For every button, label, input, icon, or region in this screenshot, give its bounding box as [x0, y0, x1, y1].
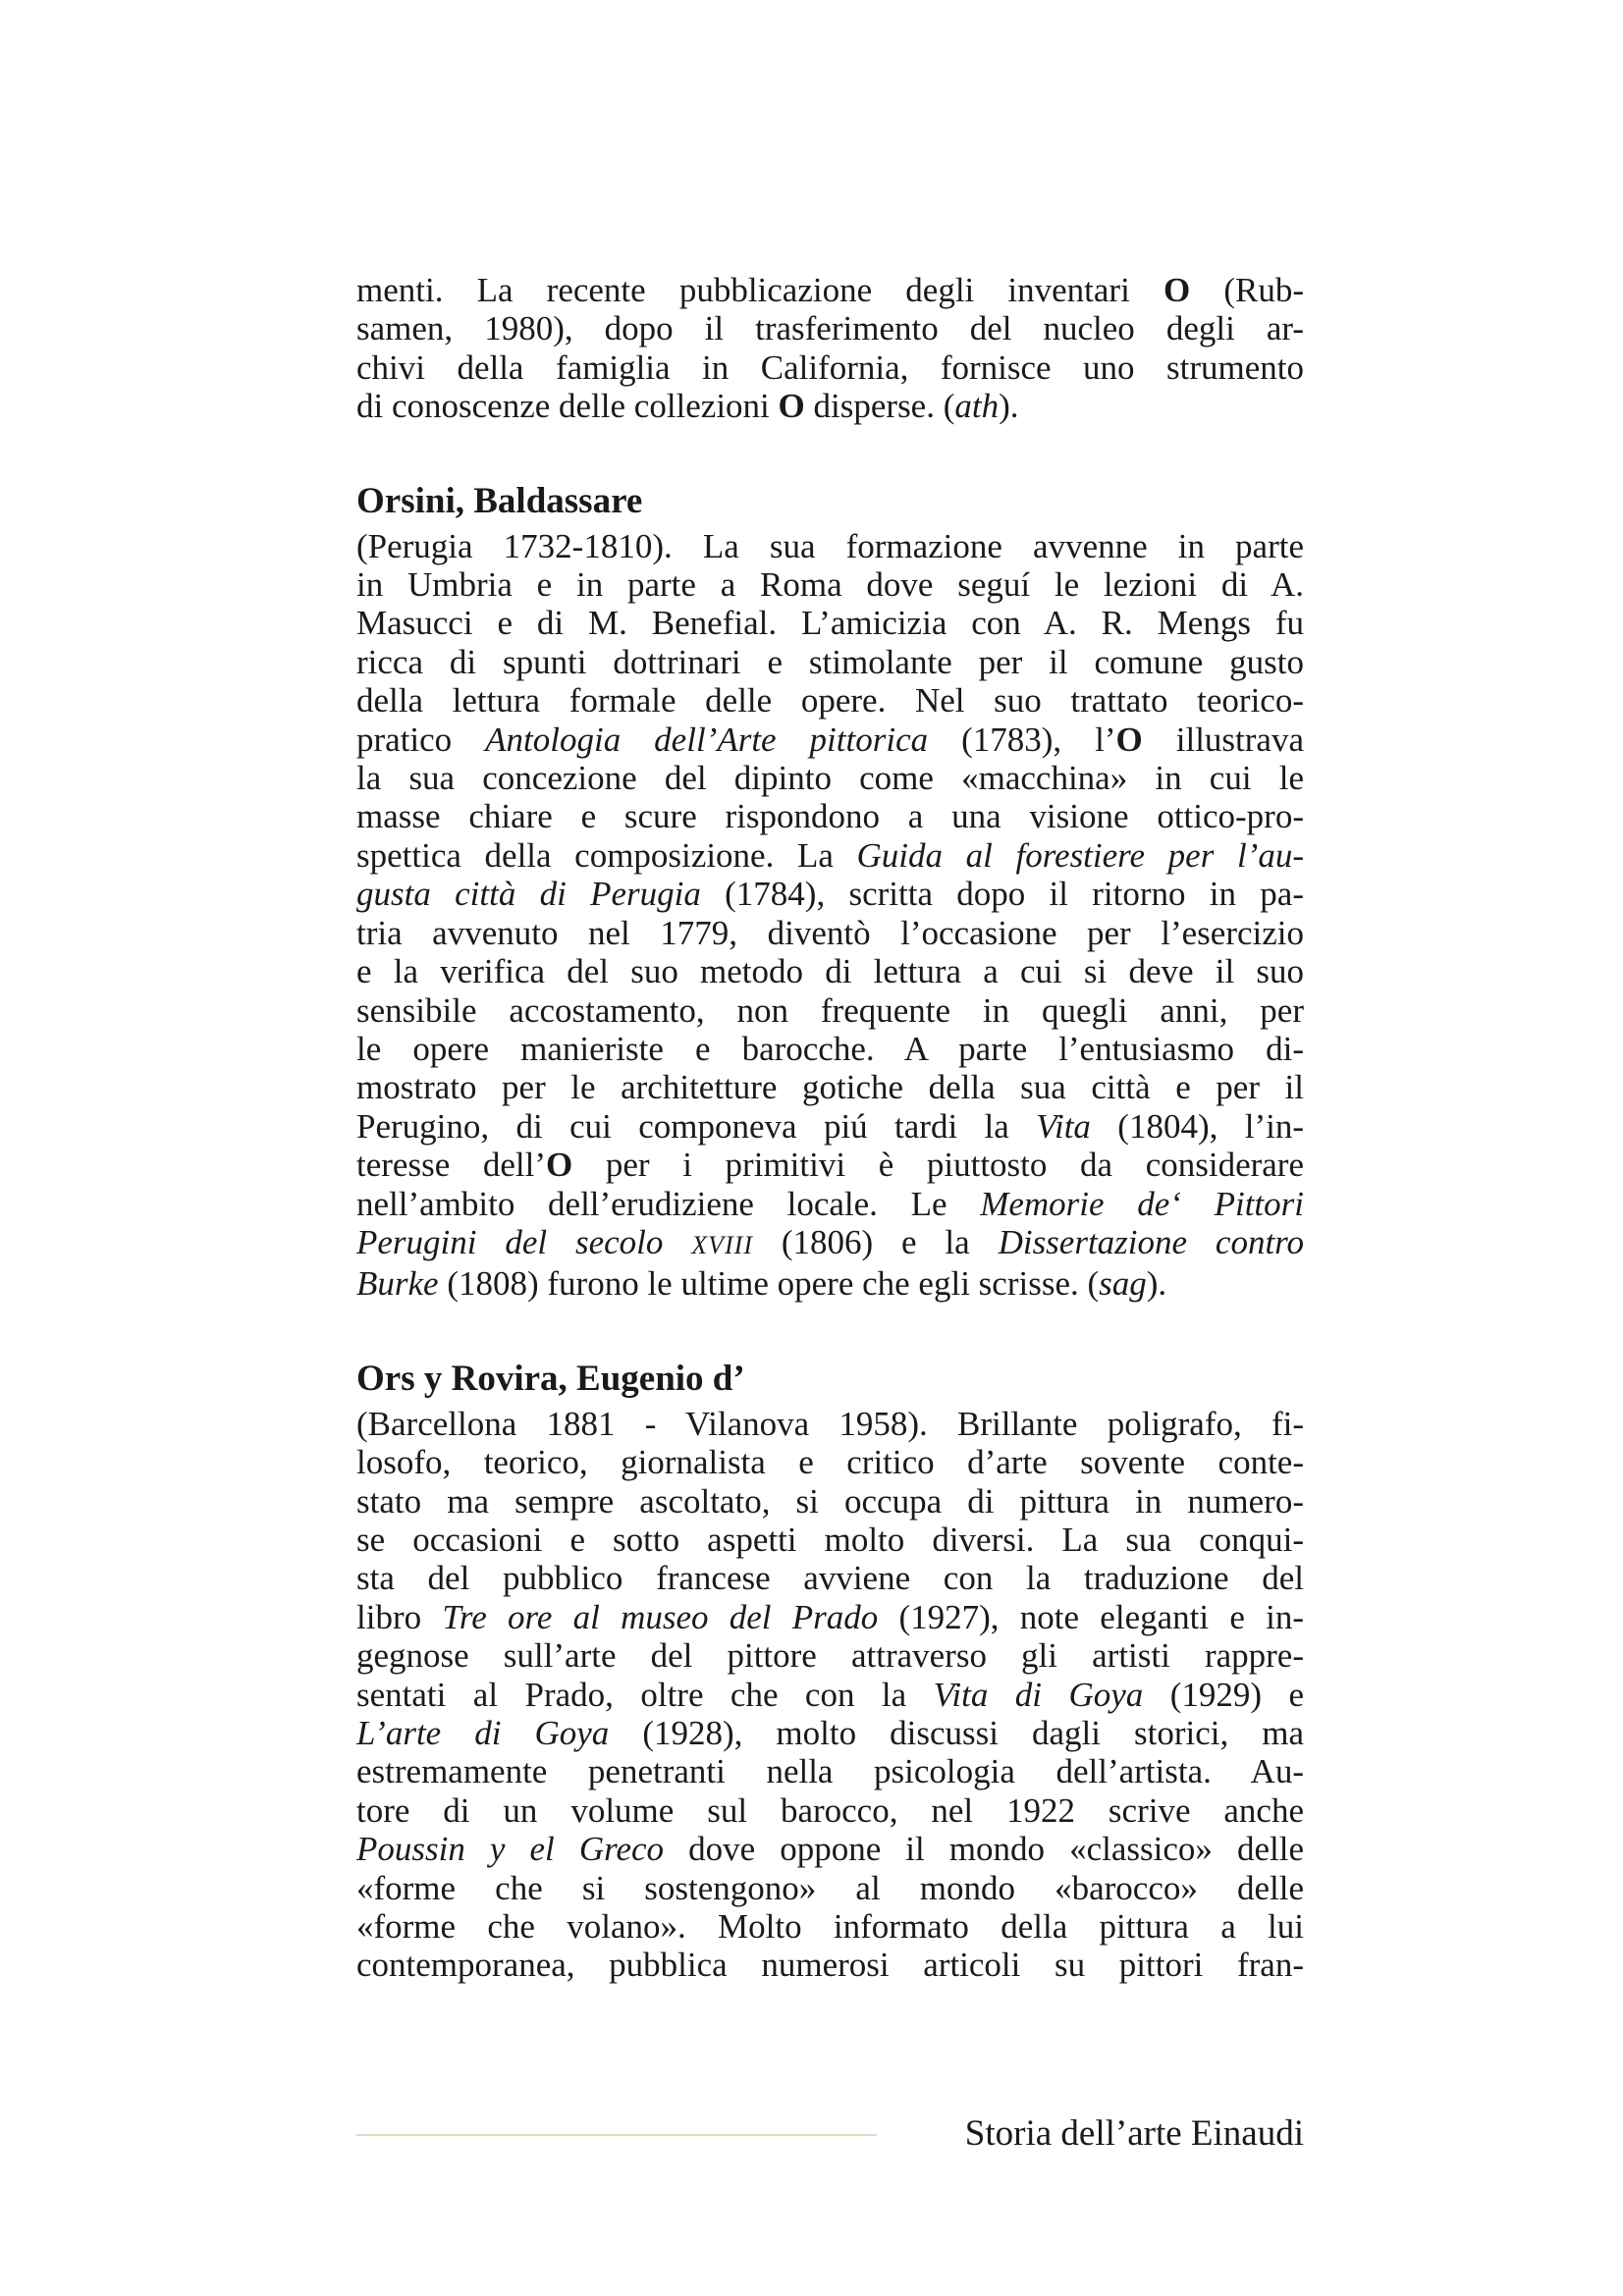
entry-continuation-text — [356, 271, 1304, 426]
text-line: Perugini del secolo XVIII (1806) e la Dissertazione contro — [356, 1222, 1305, 1261]
italic-text: Tre ore al museo del Prado — [442, 1597, 879, 1636]
page-body — [356, 271, 1304, 1985]
text-line: (Barcellona 1881 - Vilanova 1958). Brillante poligrafo, fi- — [356, 1404, 1304, 1443]
text-line: losofo, teorico, giornalista e critico d’arte sovente conte- — [356, 1443, 1304, 1482]
text-line: tria avvenuto nel 1779, diventò l’occasione per l’esercizio — [356, 913, 1304, 952]
page-footer — [356, 2110, 1304, 2160]
text-line: gusta città di Perugia (1784), scritta dopo il ritorno in pa- — [356, 875, 1304, 914]
footer-rule — [356, 2134, 877, 2136]
entry-spacer — [356, 426, 1304, 482]
italic-text: Antologia dell’Arte pittorica — [485, 720, 929, 759]
text-line: mostrato per le architetture gotiche della sua città e per il — [356, 1068, 1304, 1107]
text-line: se occasioni e sotto aspetti molto diversi. La sua conqui- — [356, 1520, 1304, 1559]
italic-text: L’arte di Goya — [356, 1714, 610, 1752]
text-line: sentati al Prado, oltre che con la Vita di Goya (1929) e — [356, 1675, 1305, 1714]
entry-heading: Ors y Rovira, Eugenio d’ — [356, 1358, 745, 1399]
text-line: libro Tre ore al museo del Prado (1927), note eleganti e in- — [356, 1597, 1304, 1636]
text-line: teresse dell’O per i primitivi è piuttosto da considerare — [356, 1146, 1304, 1185]
italic-text: ath — [954, 387, 1000, 426]
italic-text: Perugini del secolo — [356, 1222, 692, 1261]
entry-heading: Orsini, Baldassare — [356, 480, 643, 521]
italic-text: Guida al forestiere per l’au- — [856, 835, 1304, 875]
italic-text: Dissertazione contro — [998, 1222, 1305, 1261]
entry-ors-y-rovira — [356, 1360, 1304, 1985]
text-line: della lettura formale delle opere. Nel suo trattato teorico- — [356, 681, 1304, 721]
entry-spacer — [356, 1304, 1304, 1360]
italic-text: Vita di Goya — [933, 1675, 1144, 1714]
bold-abbreviation: O — [1115, 720, 1143, 759]
italic-text: Poussin y el Greco — [356, 1830, 665, 1869]
text-line: e la verifica del suo metodo di lettura a cui si deve il suo — [356, 952, 1304, 991]
text-line: tore di un volume sul barocco, nel 1922 scrive anche — [356, 1790, 1304, 1830]
text-line: Poussin y el Greco dove oppone il mondo «classico» delle — [356, 1830, 1304, 1869]
text-line: sensibile accostamento, non frequente in quegli anni, per — [356, 990, 1304, 1030]
text-line: la sua concezione del dipinto come «macchina» in cui le — [356, 759, 1304, 798]
italic-text: sag — [1099, 1264, 1147, 1304]
text-line: (Perugia 1732-1810). La sua formazione avvenne in parte — [356, 526, 1304, 565]
entry-body — [356, 527, 1304, 1304]
text-line: ricca di spunti dottrinari e stimolante per il comune gusto — [356, 642, 1304, 681]
bold-abbreviation: O — [778, 387, 805, 426]
text-line: spettica della composizione. La Guida al forestiere per l’au- — [356, 835, 1304, 875]
entry-continuation — [356, 271, 1304, 426]
bold-abbreviation: O — [546, 1146, 573, 1185]
italic-text: Burke — [356, 1264, 439, 1304]
text-line: «forme che volano». Molto informato della pittura a lui — [356, 1907, 1304, 1947]
text-line: le opere manieriste e barocche. A parte l’entusiasmo di- — [356, 1029, 1304, 1068]
text-line: samen, 1980), dopo il trasferimento del nucleo degli ar- — [356, 309, 1304, 348]
footer-publisher-text: Storia dell’arte Einaudi — [964, 2113, 1304, 2154]
text-line: Burke (1808) furono le ultime opere che egli scrisse. (sag). — [356, 1264, 1167, 1304]
entry-body — [356, 1405, 1304, 1985]
text-line: Perugino, di cui componeva piú tardi la Vita (1804), l’in- — [356, 1106, 1304, 1146]
text-line: L’arte di Goya (1928), molto discussi dagli storici, ma — [356, 1714, 1304, 1752]
italic-text: Memorie de‘ Pittori — [980, 1184, 1304, 1223]
text-line: stato ma sempre ascoltato, si occupa di pittura in numero- — [356, 1481, 1304, 1521]
text-line: di conoscenze delle collezioni O disperse. (ath). — [356, 387, 1019, 426]
text-line: masse chiare e scure rispondono a una visione ottico-pro- — [356, 797, 1304, 836]
text-line: nell’ambito dell’erudiziene locale. Le Memorie de‘ Pittori — [356, 1184, 1304, 1223]
text-line: chivi della famiglia in California, fornisce uno strumento — [356, 347, 1304, 387]
text-line: estremamente penetranti nella psicologia dell’artista. Au- — [356, 1752, 1304, 1791]
text-line: in Umbria e in parte a Roma dove seguí le lezioni di A. — [356, 565, 1304, 605]
text-line: menti. La recente pubblicazione degli inventari O (Rub- — [356, 271, 1304, 309]
italic-text: gusta città di Perugia — [356, 875, 701, 914]
text-line: «forme che si sostengono» al mondo «barocco» delle — [356, 1868, 1304, 1907]
bold-abbreviation: O — [1163, 271, 1191, 309]
small-caps-text: XVIII — [691, 1230, 753, 1259]
text-line: sta del pubblico francese avviene con la traduzione del — [356, 1559, 1304, 1598]
text-line: Masucci e di M. Benefial. L’amicizia con A. R. Mengs fu — [356, 604, 1304, 643]
text-line: contemporanea, pubblica numerosi articoli su pittori fran- — [356, 1946, 1304, 1985]
italic-text: Vita — [1036, 1106, 1091, 1146]
text-line: gegnose sull’arte del pittore attraverso gli artisti rappre- — [356, 1636, 1304, 1676]
entry-orsini-baldassare — [356, 482, 1304, 1304]
text-line: pratico Antologia dell’Arte pittorica (1783), l’O illustrava — [356, 720, 1304, 759]
